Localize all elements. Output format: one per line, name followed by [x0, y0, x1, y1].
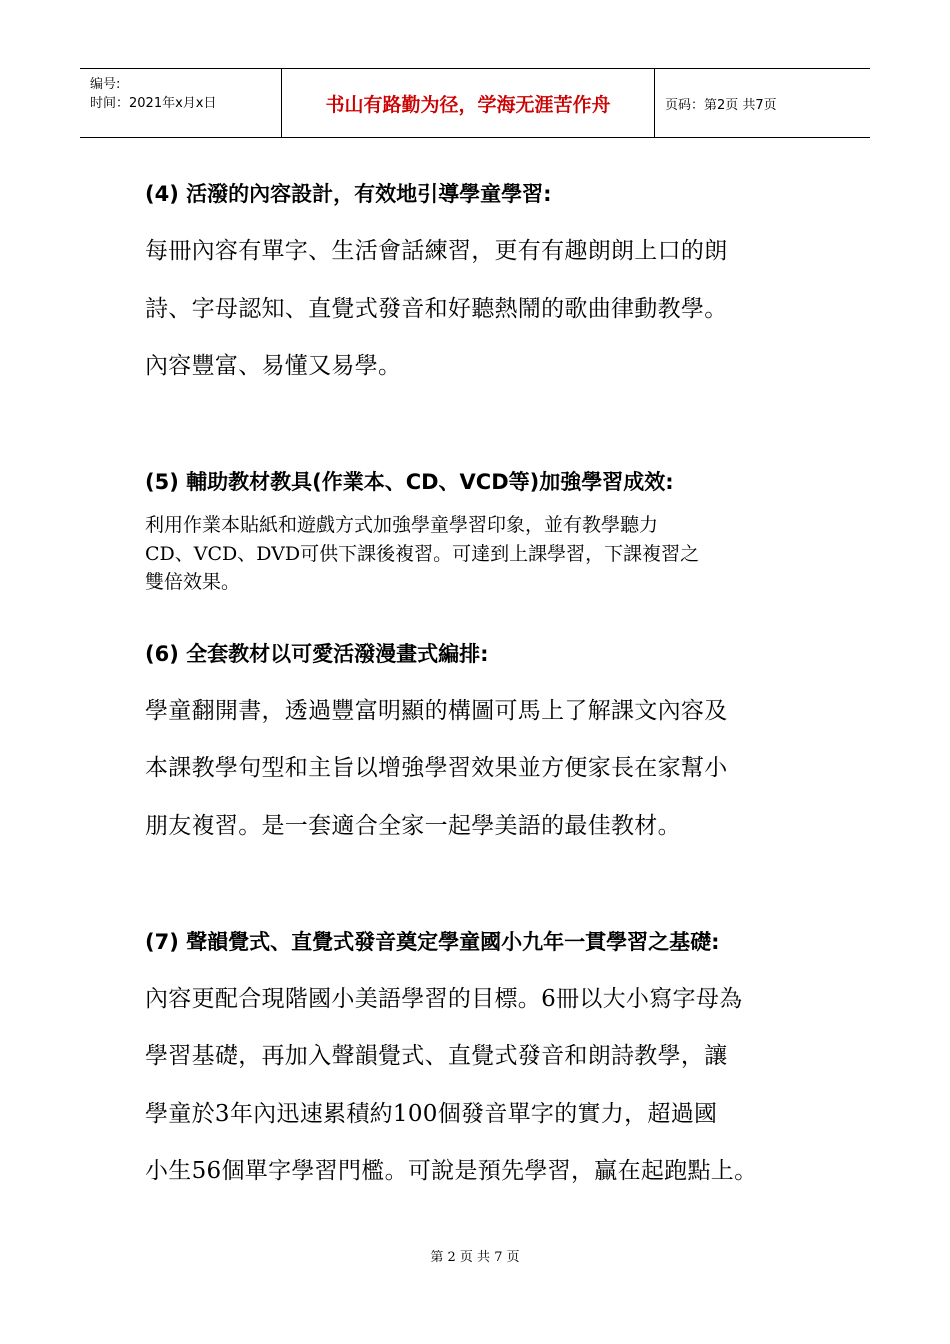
- header-motto-cell: [282, 69, 655, 137]
- section-heading: (4) 活潑的內容設計，有效地引導學童學習:: [145, 182, 552, 206]
- paragraph-line: 利用作業本貼紙和遊戲方式加強學童學習印象，並有教學聽力: [145, 514, 659, 536]
- page-info-text: 页码：第2页 共7页: [665, 98, 777, 113]
- paragraph-line: 學童於3年內迅速累積約100個發音單字的實力，超過國: [145, 1101, 718, 1127]
- document-number-label: 编号:: [90, 77, 121, 92]
- paragraph-line: CD、VCD、DVD可供下課後複習。可達到上課學習，下課複習之: [145, 543, 700, 565]
- page-header: [80, 68, 870, 138]
- paragraph-line: 每冊內容有單字、生活會話練習，更有有趣朗朗上口的朗: [145, 238, 728, 264]
- paragraph-line: 朋友複習。是一套適合全家一起學美語的最佳教材。: [145, 813, 681, 839]
- paragraph-line: 小生56個單字學習門檻。可說是預先學習，贏在起跑點上。: [145, 1158, 758, 1184]
- section-heading: (5) 輔助教材教具(作業本、CD、VCD等)加強學習成效:: [145, 470, 674, 494]
- paragraph-line: 學習基礎，再加入聲韻覺式、直覺式發音和朗詩教學，讓: [145, 1043, 728, 1069]
- paragraph-line: 詩、字母認知、直覺式發音和好聽熱鬧的歌曲律動教學。: [145, 296, 728, 322]
- paragraph-line: 本課教學句型和主旨以增強學習效果並方便家長在家幫小: [145, 755, 728, 781]
- paragraph-line: 學童翻開書，透過豐富明顯的構圖可馬上了解課文內容及: [145, 698, 728, 724]
- section-heading: (7) 聲韻覺式、直覺式發音奠定學童國小九年一貫學習之基礎:: [145, 930, 720, 954]
- document-date-label: 时间：2021年x月x日: [90, 96, 217, 111]
- paragraph-line: 雙倍效果。: [145, 571, 241, 593]
- paragraph-line: 內容豐富、易懂又易學。: [145, 353, 402, 379]
- motto-text: 书山有路勤为径，学海无涯苦作舟: [325, 93, 611, 116]
- section-heading: (6) 全套教材以可愛活潑漫畫式編排:: [145, 642, 489, 666]
- header-page-cell: [655, 69, 870, 137]
- page-footer: 第 2 页 共 7 页: [430, 1250, 520, 1265]
- header-meta-cell: [80, 69, 282, 137]
- paragraph-line: 內容更配合現階國小美語學習的目標。6冊以大小寫字母為: [145, 986, 743, 1012]
